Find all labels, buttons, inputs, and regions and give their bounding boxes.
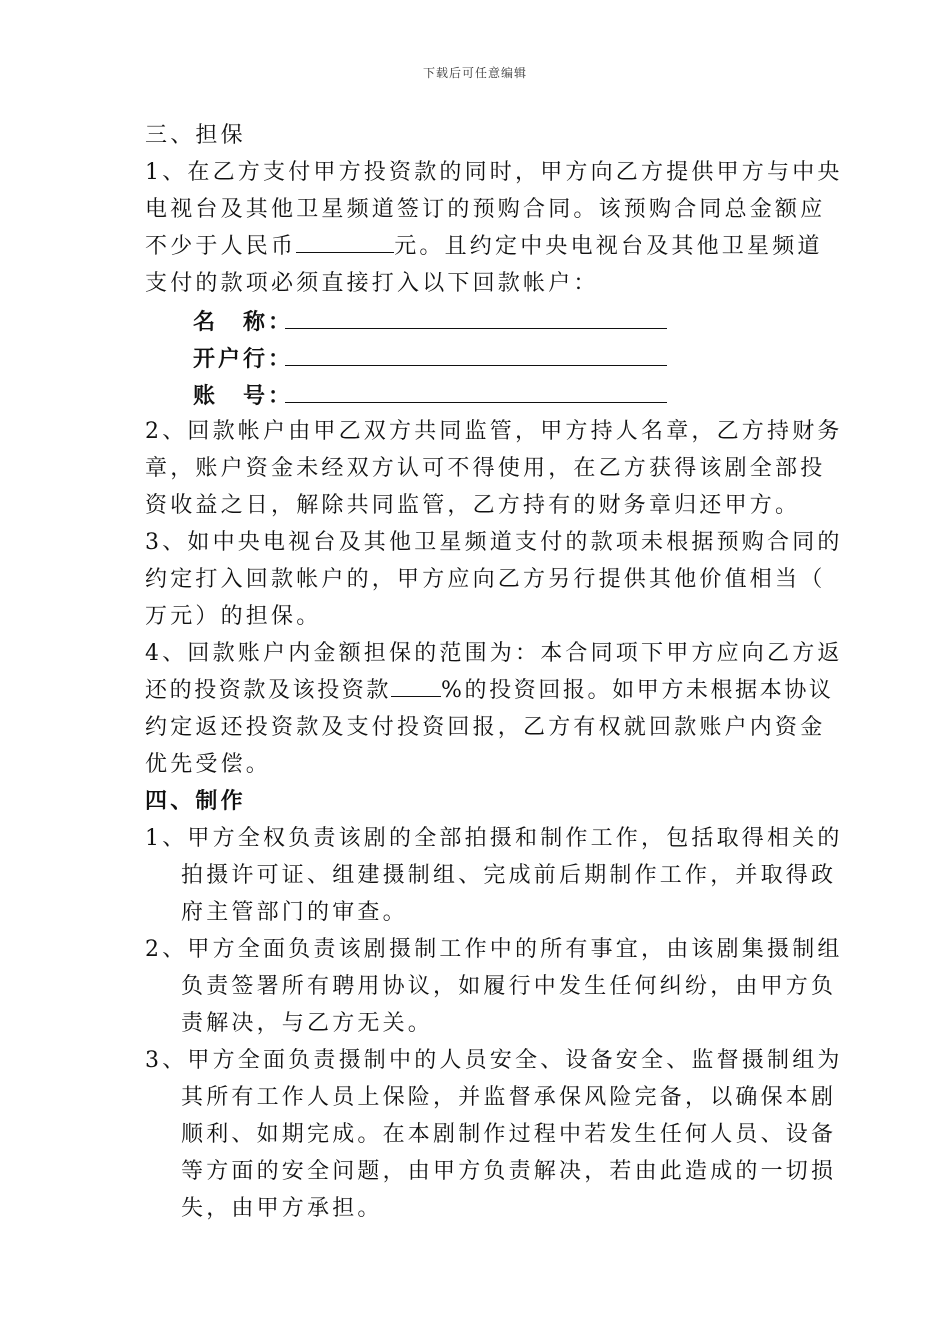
text-line: 优先受偿。 [145, 752, 272, 777]
text-line: 3、如中央电视台及其他卫星频道支付的款项未根据预购合同的 [145, 530, 843, 555]
page-header: 下载后可任意编辑 [422, 66, 527, 80]
text-line: 支付的款项必须直接打入以下回款帐户： [145, 271, 599, 296]
text-segment: 元。且约定中央电视台及其他卫星频道 [394, 234, 823, 259]
text-segment: 不少于人民币 [145, 234, 297, 259]
bank-blank[interactable] [285, 339, 667, 366]
account-name-label: 名 称： [193, 309, 294, 335]
text-line: 责解决，与乙方无关。 [181, 1011, 434, 1036]
text-line: 约定打入回款帐户的，甲方应向乙方另行提供其他价值相当（ [145, 567, 826, 592]
text-line: 1、在乙方支付甲方投资款的同时，甲方向乙方提供甲方与中央 [145, 160, 843, 185]
text-line: 3、甲方全面负责摄制中的人员安全、设备安全、监督摄制组为 [145, 1048, 843, 1073]
document-body [145, 117, 843, 1227]
account-name-blank[interactable] [285, 302, 667, 329]
bank-row [145, 339, 805, 376]
section-title-production: 四、制作 [145, 788, 246, 814]
paragraph-guarantee-4 [145, 635, 843, 783]
account-name-row [145, 302, 805, 339]
text-line: 章，账户资金未经双方认可不得使用，在乙方获得该剧全部投 [145, 456, 826, 481]
text-line: 等方面的安全问题，由甲方负责解决，若由此造成的一切损 [181, 1159, 837, 1184]
paragraph-guarantee-1 [145, 154, 843, 302]
percent-blank[interactable] [391, 672, 441, 697]
paragraph-guarantee-2 [145, 413, 843, 524]
text-line: 2、甲方全面负责该剧摄制工作中的所有事宜，由该剧集摄制组 [145, 937, 843, 962]
account-number-row [145, 376, 805, 413]
text-line: 万元）的担保。 [145, 604, 322, 629]
text-line: 负责签署所有聘用协议，如履行中发生任何纠纷，由甲方负 [181, 974, 837, 999]
text-line: 2、回款帐户由甲乙双方共同监管，甲方持人名章，乙方持财务 [145, 419, 843, 444]
text-line-with-percent-blank [145, 672, 834, 709]
paragraph-guarantee-3 [145, 524, 843, 635]
bank-label: 开户行： [193, 346, 294, 372]
text-line-with-amount-blank [145, 228, 823, 265]
text-line: 顺利、如期完成。在本剧制作过程中若发生任何人员、设备 [181, 1122, 837, 1147]
production-item-3 [145, 1042, 843, 1227]
section-title-guarantee: 三、担保 [145, 123, 246, 148]
account-number-label: 账 号： [193, 383, 294, 409]
text-line: 其所有工作人员上保险，并监督承保风险完备，以确保本剧 [181, 1085, 837, 1110]
text-line: 电视台及其他卫星频道签订的预购合同。该预购合同总金额应 [145, 197, 826, 222]
text-line: 拍摄许可证、组建摄制组、完成前后期制作工作，并取得政 [181, 863, 837, 888]
text-line: 4、回款账户内金额担保的范围为：本合同项下甲方应向乙方返 [145, 641, 843, 666]
text-line: 1、甲方全权负责该剧的全部拍摄和制作工作，包括取得相关的 [145, 826, 843, 851]
amount-blank[interactable] [296, 228, 394, 253]
production-item-2 [145, 931, 843, 1042]
text-segment: 还的投资款及该投资款 [145, 678, 392, 703]
text-line: 失，由甲方承担。 [181, 1196, 383, 1221]
text-line: 资收益之日，解除共同监管，乙方持有的财务章归还甲方。 [145, 493, 801, 518]
text-line: 府主管部门的审查。 [181, 900, 408, 925]
account-number-blank[interactable] [285, 376, 667, 403]
production-item-1 [145, 820, 843, 931]
account-fields [145, 302, 805, 413]
text-line: 约定返还投资款及支付投资回报，乙方有权就回款账户内资金 [145, 715, 826, 740]
text-segment: %的投资回报。如甲方未根据本协议 [441, 678, 834, 703]
